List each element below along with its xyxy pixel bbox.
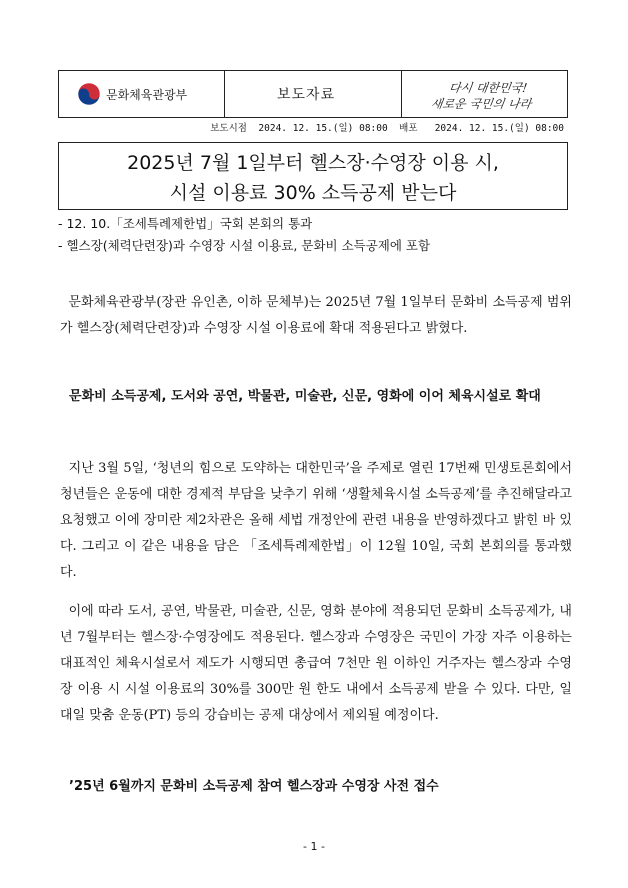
- body-paragraph-3: 이에 따라 도서, 공연, 박물관, 미술관, 신문, 영화 분야에 적용되던 문화비 소득공제가, 내년 7월부터는 헬스장·수영장에도 적용된다. 헬스장과 수영장은 국민이 가장 자주 이용하는 대표적인 체육시설로서 제도가 시행되면 총급여 7천만 원 이하인 거주자는 헬스장과 수영장 이용 시 시설 이용료의 30%를 300만 원 한도 내에서 소득공제 받을 수 있다. 다만, 일대일 맞춤 운동(PT) 등의 강습비는 공제 대상에서 제외될 예정이다.: [60, 604, 572, 723]
- press-type-label: 보도자료: [277, 87, 336, 103]
- release-info: [210, 120, 564, 134]
- title-line1: 2025년 7월 1일부터 헬스장·수영장 이용 시,: [127, 152, 499, 174]
- summary-item: - 12. 10.「조세특례제한법」국회 본회의 통과: [58, 216, 313, 231]
- embargo-value: 2024. 12. 15.(일) 08:00: [258, 123, 388, 134]
- title-line2: 시설 이용료 30% 소득공제 받는다: [169, 182, 457, 204]
- distribution-value: 2024. 12. 15.(일) 08:00: [434, 123, 564, 134]
- title-box: [58, 142, 568, 210]
- slogan: [427, 75, 563, 115]
- embargo-label: 보도시점: [210, 123, 247, 134]
- slogan-line1: 다시 대한민국!: [447, 81, 529, 95]
- press-header: [58, 70, 568, 118]
- slogan-line2: 새로운 국민의 나라: [429, 97, 533, 111]
- page-number: - 1 -: [303, 840, 325, 853]
- section-heading-1: 문화비 소득공제, 도서와 공연, 박물관, 미술관, 신문, 영화에 이어 체육시설로 확대: [60, 389, 541, 404]
- summary-item: - 헬스장(체력단련장)과 수영장 시설 이용료, 문화비 소득공제에 포함: [58, 238, 431, 253]
- summary-list: [58, 213, 430, 257]
- ministry-name: 문화체육관광부: [106, 88, 188, 102]
- body-paragraph-1: 문화체육관광부(장관 유인촌, 이하 문체부)는 2025년 7월 1일부터 문화비 소득공제 범위가 헬스장(체력단련장)과 수영장 시설 이용료에 확대 적용된다고 밝혔다.: [60, 295, 572, 336]
- taegeuk-logo-icon: [77, 82, 101, 106]
- body-paragraph-2: 지난 3월 5일, ‘청년의 힘으로 도약하는 대한민국’을 주제로 열린 17번째 민생토론회에서 청년들은 운동에 대한 경제적 부담을 낮추기 위해 ‘생활체육시설 소득공제’를 추진해달라고 요청했고 이에 장미란 제2차관은 올해 세법 개정안에 관련 내용을 반영하겠다고 밝힌 바 있다. 그리고 이 같은 내용을 담은 「조세특례제한법」이 12월 10일, 국회 본회의를 통과했다.: [60, 461, 572, 580]
- section-heading-2: ’25년 6월까지 문화비 소득공제 참여 헬스장과 수영장 사전 접수: [60, 779, 439, 794]
- distribution-label: 배포: [399, 123, 418, 134]
